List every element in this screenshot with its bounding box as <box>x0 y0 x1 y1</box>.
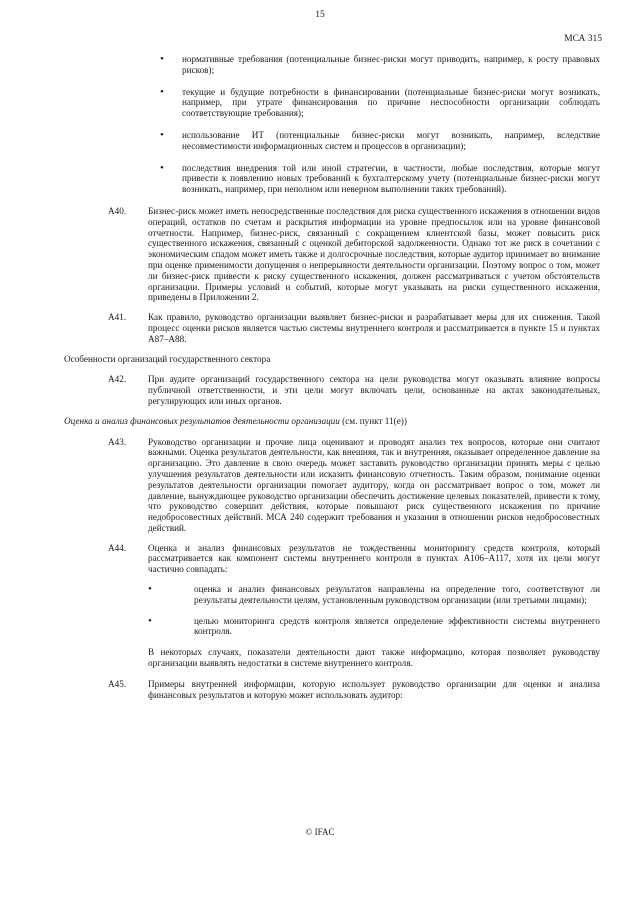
paragraph-number: A44. <box>108 542 127 553</box>
list-item-text: использование ИТ (потенциальные бизнес-риски могут возникать, например, вследствие несовместимости информационных систем и процессов в организации); <box>182 129 600 151</box>
list-item-text: текущие и будущие потребности в финансировании (потенциальные бизнес-риски могут возникать, например, при утрате финансирования по причине неспособности организации соблюдать соответствующие требования); <box>182 86 600 119</box>
document-body <box>64 53 600 709</box>
paragraph-number: A40. <box>108 205 127 216</box>
list-item-text: нормативные требования (потенциальные бизнес-риски могут приводить, например, к росту правовых рисков); <box>182 54 600 75</box>
paragraph-text: Как правило, руководство организации выявляет бизнес-риски и разрабатывает меры для их снижения. Такой процесс оценки рисков является частью системы внутреннего контроля и рассматривается в пункте 15 и пунктах A87–A88. <box>148 312 600 344</box>
paragraph-number: A45. <box>108 678 127 689</box>
paragraph-a43 <box>108 436 600 534</box>
section-heading-performance <box>64 416 600 427</box>
standard-label: МСА 315 <box>564 34 602 44</box>
heading-reference: (см. пункт 11(e)) <box>339 415 407 426</box>
bullet-icon: • <box>160 161 164 174</box>
paragraph-text: Руководство организации и прочие лица оценивают и проводят анализ тех вопросов, которые они считают важными. Оценка результатов деятельности, как внешняя, так и внутренняя, оказывает определенное давление на организацию. Это давление в свою очередь может заставить руководство организации принять меры с целью улучшения результатов деятельности или исказить финансовую отчетность. Таким образом, понимание оценки результатов деятельности организации помогает аудитору, когда он рассматривает вопрос о том, может ли давление, вынуждающее руководство организации обеспечить достижение целевых показателей, привести к тому, что руководство совершит действия, которые повышают риск существенного искажения по причине недобросовестных действий. МСА 240 содержит требования и указания в отношении рисков недобросовестных действий. <box>148 436 600 533</box>
bullet-icon: • <box>160 128 164 141</box>
paragraph-a40 <box>108 205 600 303</box>
list-item <box>148 584 600 606</box>
list-item-text: целью мониторинга средств контроля является определение эффективности системы внутреннего контроля. <box>194 615 600 637</box>
list-item <box>148 616 600 638</box>
heading-italic-text: Оценка и анализ финансовых результатов деятельности организации <box>64 415 340 426</box>
paragraph-text: При аудите организаций государственного сектора на цели руководства могут оказывать влияние вопросы публичной ответственности, и эти цели могут включать цели, основанные на актах законодательных, регулирующих или иных органов. <box>148 374 600 406</box>
bullet-icon: • <box>148 614 152 627</box>
paragraph-number: A43. <box>108 436 127 447</box>
list-item <box>122 54 600 76</box>
list-item <box>122 163 600 195</box>
copyright-footer: © IFAC <box>305 827 335 837</box>
paragraph-text: Примеры внутренней информации, которую использует руководство организации для оценки и анализа финансовых результатов и которую может использовать аудитор: <box>148 678 600 700</box>
paragraph-continuation: В некоторых случаях, показатели деятельности дают также информацию, которая позволяет руководству организации выявлять недостатки в системе внутреннего контроля. <box>148 647 600 669</box>
paragraph-text: Бизнес-риск может иметь непосредственные последствия для риска существенного искажения в отношении видов операций, остатков по счетам и раскрытия информации на уровне предпосылок или на уровне финансовой отчетности. Например, бизнес-риск, связанный с сокращением клиентской базы, может повысить риск существенного искажения, связанный с оценкой дебиторской задолженности. Однако тот же риск в сочетании с экономическим спадом может иметь также и долгосрочные последствия, которые аудитор принимает во внимание при оценке применимости допущения о непрерывности деятельности организации. Поэтому вопрос о том, может ли бизнес-риск привести к риску существенного искажения, должен рассматриваться с учетом обстоятельств организации. Примеры условий и событий, которые могут указывать на риски существенного искажения, приведены в Приложении 2. <box>148 205 600 303</box>
section-heading-public-sector: Особенности организаций государственного сектора <box>64 353 271 364</box>
list-item <box>122 87 600 119</box>
list-item-text: последствия внедрения той или иной стратегии, в частности, любые последствия, которые могут привести к появлению новых требований к бухгалтерскому учету (потенциальные бизнес-риски могут возникать, например, при неполном или неверном выполнении таких требований). <box>182 162 600 195</box>
bullet-icon: • <box>160 85 164 98</box>
paragraph-a45 <box>108 678 600 701</box>
paragraph-a41 <box>108 312 600 344</box>
paragraph-text: Оценка и анализ финансовых результатов не тождественны мониторингу средств контроля, который рассматривается как компонент системы внутреннего контроля в пунктах A106–A117, хотя их цели могут частично совпадать: <box>148 542 600 575</box>
paragraph-a44 <box>108 542 600 575</box>
bullet-icon: • <box>148 583 152 596</box>
list-item-text: оценка и анализ финансовых результатов направлены на определение того, соответствуют ли результаты деятельности целям, установленным руководством организации (или третьими лицами); <box>194 584 600 605</box>
paragraph-number: A42. <box>108 374 127 385</box>
paragraph-a42 <box>108 374 600 406</box>
page-number: 15 <box>315 10 325 20</box>
paragraph-number: A41. <box>108 312 127 323</box>
list-item <box>122 130 600 152</box>
bullet-icon: • <box>160 53 164 65</box>
